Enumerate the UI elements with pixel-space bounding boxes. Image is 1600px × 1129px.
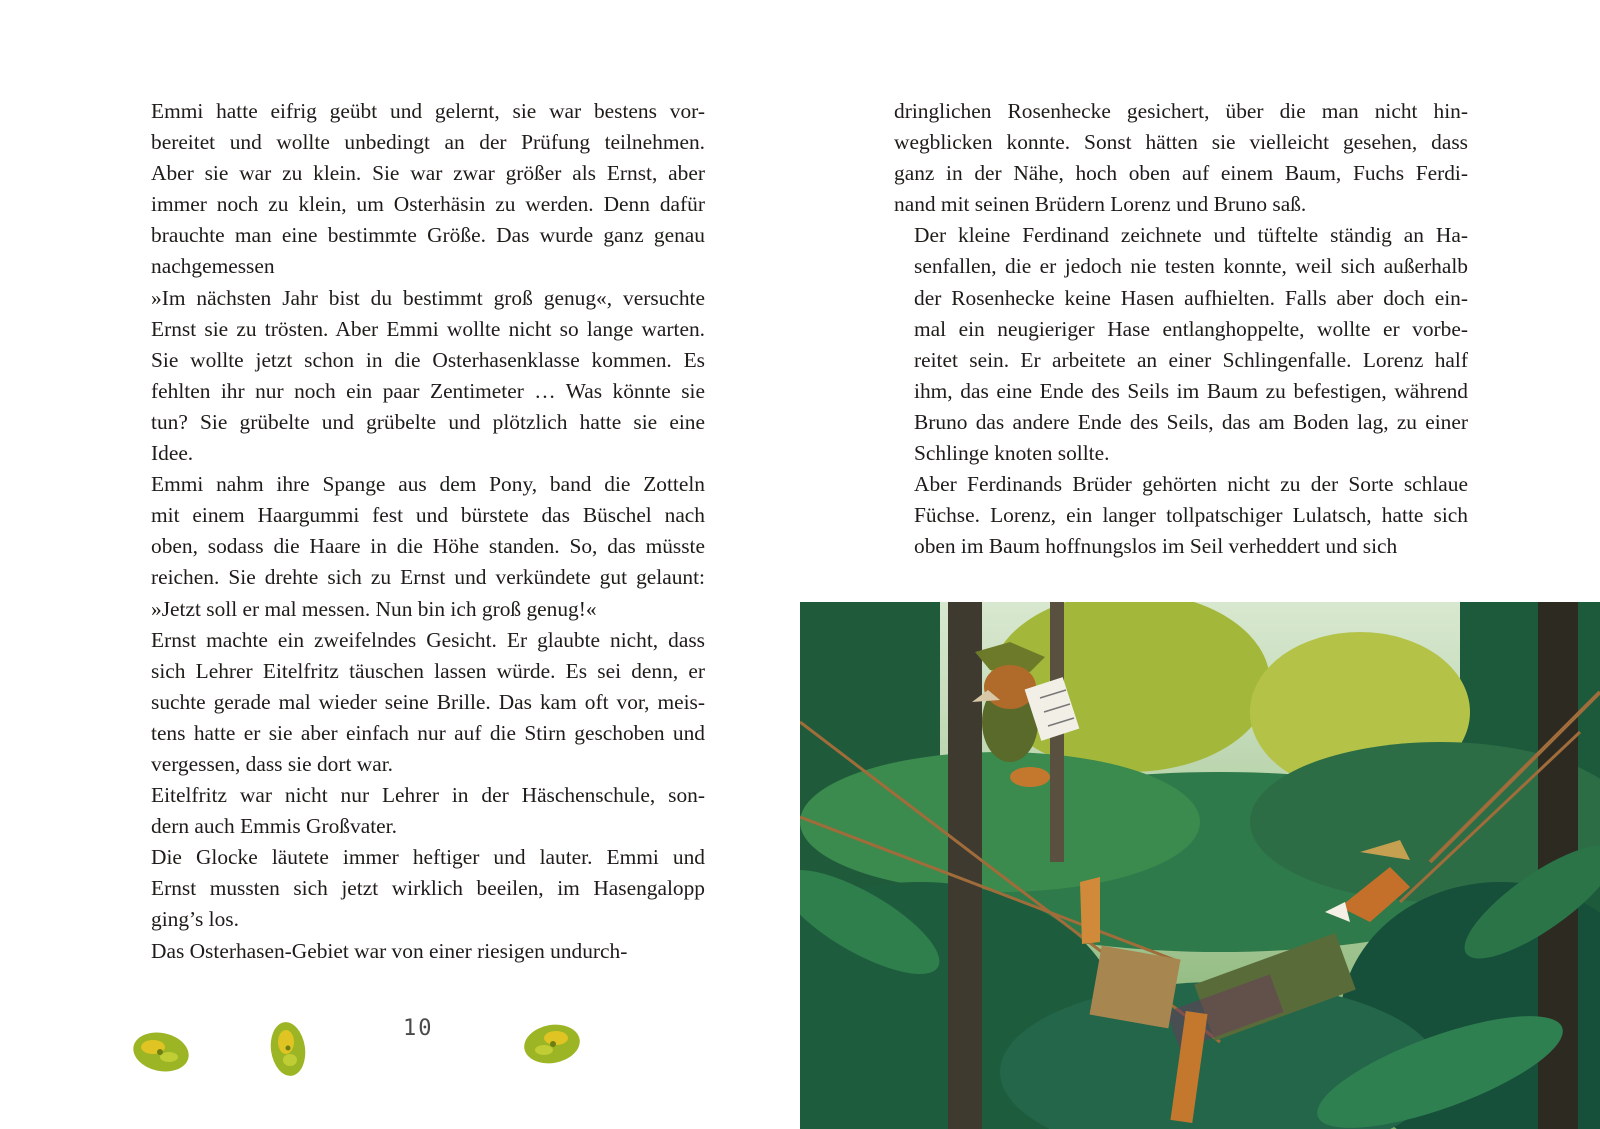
text-line: Aber sie war zu klein. Sie war zwar größer als Ernst, aber	[151, 161, 705, 186]
right-text-column	[894, 96, 1468, 562]
paragraph	[894, 96, 1468, 220]
text-line: senfallen, die er jedoch nie testen konnte, weil sich außerhalb	[914, 254, 1468, 279]
text-line: Emmi hatte eifrig geübt und gelernt, sie war bestens vor-	[151, 99, 705, 123]
egg-icon	[522, 1022, 582, 1066]
text-line: Schlinge knoten sollte.	[914, 441, 1110, 466]
text-line: nachgemessen	[151, 254, 275, 279]
text-line: mit einem Haargummi fest und bürstete das Büschel nach	[151, 503, 705, 528]
page-number: 10	[403, 1016, 434, 1041]
text-line: Bruno das andere Ende des Seils, das am Boden lag, zu einer	[914, 409, 1468, 434]
text-line: ihm, das eine Ende des Seils im Baum zu befestigen, während	[914, 378, 1468, 403]
text-line: vergessen, dass sie dort war.	[151, 751, 393, 776]
text-line: immer noch zu klein, um Osterhäsin zu werden. Denn dafür	[151, 192, 705, 217]
text-line: Füchse. Lorenz, ein langer tollpatschiger Lulatsch, hatte sich	[914, 503, 1468, 528]
text-line: Der kleine Ferdinand zeichnete und tüftelte ständig an Ha-	[914, 223, 1468, 248]
text-line: nand mit seinen Brüdern Lorenz und Bruno saß.	[894, 192, 1307, 217]
text-line: Idee.	[151, 441, 194, 466]
text-line: reichen. Sie drehte sich zu Ernst und verkündete gut gelaunt:	[151, 565, 705, 590]
text-line: Das Osterhasen-Gebiet war von einer riesigen undurch-	[151, 938, 628, 963]
text-line: wegblicken konnte. Sonst hätten sie vielleicht gesehen, dass	[894, 130, 1468, 155]
left-text-column	[131, 96, 705, 967]
text-line: »Jetzt soll er mal messen. Nun bin ich groß genug!«	[151, 596, 597, 621]
text-line: oben, sodass die Haare in die Höhe standen. So, das müsste	[151, 534, 705, 559]
text-line: bereitet und wollte unbedingt an der Prüfung teilnehmen.	[151, 130, 705, 155]
text-line: tens hatte er sie aber einfach nur auf die Stirn geschoben und	[151, 720, 705, 745]
paragraph	[131, 283, 705, 470]
text-line: Ernst mussten sich jetzt wirklich beeilen, im Hasengalopp	[151, 876, 705, 901]
egg-icon	[131, 1030, 191, 1074]
paragraph	[131, 780, 705, 842]
text-line: dern auch Emmis Großvater.	[151, 814, 397, 839]
text-line: fehlten ihr nur noch ein paar Zentimeter … Was könnte sie	[151, 378, 705, 403]
text-line: Sie wollte jetzt schon in die Osterhasenklasse kommen. Es	[151, 347, 705, 372]
paragraph	[131, 96, 705, 283]
text-line: dringlichen Rosenhecke gesichert, über die man nicht hin-	[894, 99, 1468, 123]
paragraph	[894, 469, 1468, 562]
text-line: Emmi nahm ihre Spange aus dem Pony, band die Zotteln	[151, 472, 705, 497]
text-line: sich Lehrer Eitelfritz täuschen lassen würde. Es sei denn, er	[151, 658, 705, 683]
text-line: tun? Sie grübelte und grübelte und plötzlich hatte sie eine	[151, 409, 705, 434]
text-line: ging’s los.	[151, 907, 239, 932]
egg-icon	[268, 1020, 308, 1078]
text-line: oben im Baum hoffnungslos im Seil verheddert und sich	[914, 534, 1398, 559]
text-line: mal ein neugieriger Hase entlanghoppelte, wollte er vorbe-	[914, 316, 1468, 341]
text-line: Eitelfritz war nicht nur Lehrer in der Häschenschule, son-	[151, 783, 705, 808]
text-line: Aber Ferdinands Brüder gehörten nicht zu der Sorte schlaue	[914, 472, 1468, 497]
paragraph	[131, 936, 705, 967]
paragraph	[894, 220, 1468, 469]
text-line: Ernst sie zu trösten. Aber Emmi wollte nicht so lange warten.	[151, 316, 705, 341]
text-line: Ernst machte ein zweifelndes Gesicht. Er glaubte nicht, dass	[151, 627, 705, 652]
paragraph	[131, 842, 705, 935]
paragraph	[131, 625, 705, 780]
text-line: der Rosenhecke keine Hasen aufhielten. Falls aber doch ein-	[914, 285, 1468, 310]
text-line: ganz in der Nähe, hoch oben auf einem Baum, Fuchs Ferdi-	[894, 161, 1468, 186]
text-line: reitet sein. Er arbeitete an einer Schlingenfalle. Lorenz half	[914, 347, 1468, 372]
forest-fox-illustration	[800, 602, 1600, 1129]
paragraph	[131, 469, 705, 624]
text-line: brauchte man eine bestimmte Größe. Das wurde ganz genau	[151, 223, 705, 248]
text-line: suchte gerade mal wieder seine Brille. Das kam oft vor, meis-	[151, 689, 705, 714]
text-line: Die Glocke läutete immer heftiger und lauter. Emmi und	[151, 845, 705, 870]
text-line: »Im nächsten Jahr bist du bestimmt groß genug«, versuchte	[151, 285, 705, 310]
